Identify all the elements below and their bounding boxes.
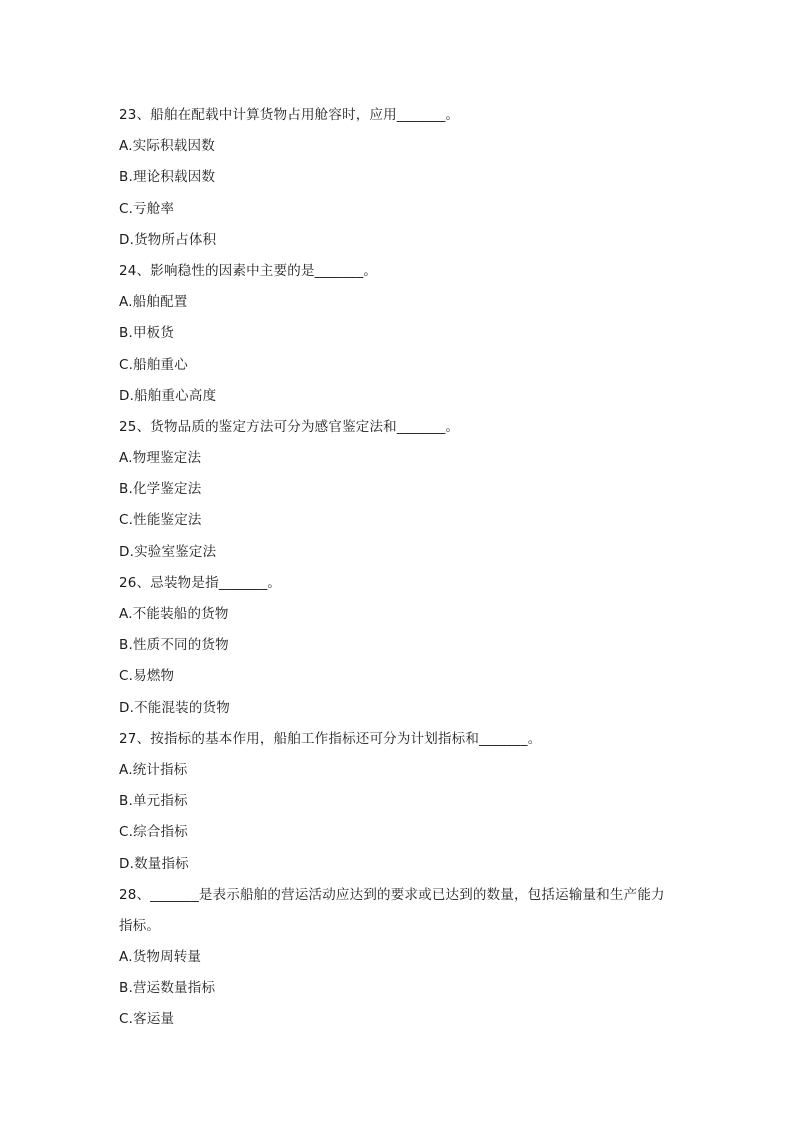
- option-a: A.物理鉴定法: [119, 450, 202, 467]
- question-stem: 27、按指标的基本作用，船舶工作指标还可分为计划指标和_______。: [119, 730, 542, 747]
- option-c: C.易燃物: [119, 668, 175, 685]
- option-b: B.理论积载因数: [119, 169, 216, 186]
- option-d: D.实验室鉴定法: [119, 543, 217, 560]
- option-a: A.船舶配置: [119, 294, 188, 311]
- option-b: B.甲板货: [119, 325, 175, 342]
- option-b: B.营运数量指标: [119, 980, 216, 997]
- option-c: C.客运量: [119, 1011, 175, 1028]
- question-stem: 24、影响稳性的因素中主要的是_______。: [119, 262, 378, 279]
- question-stem-line-1: 28、_______是表示船舶的营运活动应达到的要求或已达到的数量，包括运输量和生产能力: [119, 886, 665, 903]
- option-c: C.亏舱率: [119, 200, 175, 217]
- option-a: A.实际积载因数: [119, 138, 215, 155]
- option-b: B.性质不同的货物: [119, 637, 229, 654]
- question-stem: 26、忌装物是指_______。: [119, 574, 282, 591]
- option-d: D.数量指标: [119, 855, 189, 872]
- option-a: A.货物周转量: [119, 949, 202, 966]
- option-b: B.单元指标: [119, 793, 188, 810]
- question-list: [119, 100, 679, 1036]
- option-c: C.性能鉴定法: [119, 512, 202, 529]
- question-stem: 25、货物品质的鉴定方法可分为感官鉴定法和_______。: [119, 418, 460, 435]
- option-a: A.统计指标: [119, 761, 188, 778]
- option-d: D.货物所占体积: [119, 231, 217, 248]
- option-a: A.不能装船的货物: [119, 606, 229, 622]
- option-d: D.船舶重心高度: [119, 387, 217, 404]
- option-c: C.综合指标: [119, 824, 188, 841]
- option-b: B.化学鉴定法: [119, 481, 202, 498]
- question-stem: 23、船舶在配载中计算货物占用舱容时，应用_______。: [119, 107, 460, 123]
- question-stem-line-2: 指标。: [119, 917, 161, 934]
- option-c: C.船舶重心: [119, 356, 188, 373]
- option-d: D.不能混装的货物: [119, 699, 230, 716]
